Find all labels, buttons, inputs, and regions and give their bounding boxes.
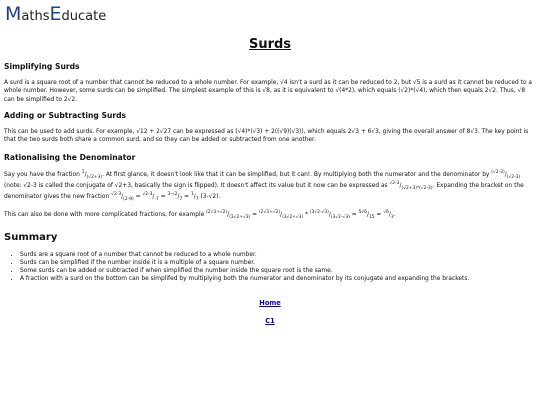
- fraction-denominator: 7: [195, 197, 199, 203]
- equals-sign: =: [182, 194, 191, 200]
- fraction-numerator: 1: [190, 192, 194, 198]
- fraction-denominator: (3√2+√3): [229, 215, 251, 221]
- home-link[interactable]: Home: [259, 299, 281, 307]
- fraction-numerator: (2√3+√2): [206, 210, 228, 216]
- logo[interactable]: [5, 4, 106, 27]
- equals-sign: =: [133, 194, 143, 200]
- fraction-denominator: (√2+3): [86, 175, 103, 181]
- text-segment: . Expanding the bracket on the denominator gives the new fraction: [4, 183, 524, 200]
- list-item: • Some surds can be added or subtracted if when simplified the number inside the square root is the same.: [20, 267, 540, 275]
- equals-sign: =: [250, 212, 259, 218]
- text-segment: (note: √2-3 is called the conjugate of √2+3, basically the sign is flipped). It doesn't affect its value but it now can be expressed as: [4, 183, 390, 189]
- text-segment: (3-√2).: [198, 194, 221, 200]
- list-item: • Surds can be simplified if the number inside it is a multiple of a square number.: [20, 259, 540, 267]
- fraction-denominator: 7: [179, 197, 183, 203]
- heading-simplifying-surds: Simplifying Surds: [4, 62, 80, 71]
- text-segment: .: [393, 212, 396, 218]
- fraction-denominator: (2-9): [123, 197, 134, 203]
- logo-letter-m: M: [5, 3, 22, 25]
- fraction-numerator: √2-3: [111, 192, 122, 198]
- list-item: • A fraction with a surd on the bottom can be simplifed by multiplying both the numerator and denominator by its conjugate and expanding the brackets.: [20, 275, 540, 283]
- fraction-denominator: -7: [154, 197, 159, 203]
- fraction-denominator: (3√2-√3): [330, 215, 350, 221]
- heading-summary: Summary: [4, 232, 58, 243]
- fraction-numerator: 1: [81, 170, 85, 176]
- summary-list: [4, 251, 540, 283]
- page-title: Surds: [248, 37, 292, 52]
- text-segment: Say you have the fraction: [4, 172, 82, 178]
- fraction-numerator: √2-3: [142, 192, 153, 198]
- logo-letter-e: E: [49, 3, 62, 25]
- multiply-sign: *: [303, 212, 310, 218]
- logo-text-aths: aths: [21, 9, 50, 24]
- fraction-denominator: (√2-3): [506, 175, 521, 181]
- fraction-denominator: (√2+3)*(√2-3): [401, 186, 433, 192]
- logo-text-ducate: ducate: [61, 9, 107, 24]
- paragraph-rationalising-2: This can also be done with more complicated fractions, for example $^{(2√3+√2)}/_{(3√2+√3)} = ^{(2√3+√2)}/_{(3√2+√3)} * ^{(3√2-√3)}/_{(3√2-√3)} = ^{5√6}/_{15} = ^{√6}/_3$.: [4, 210, 396, 221]
- text-segment: This can also be done with more complicated fractions, for example: [4, 212, 207, 218]
- c1-link-container: [0, 317, 540, 325]
- heading-rationalising: Rationalising the Denominator: [4, 153, 136, 162]
- fraction-denominator: 3: [390, 215, 394, 221]
- fraction-numerator: √2-3: [389, 181, 400, 187]
- fraction-numerator: (√2-3): [491, 170, 505, 176]
- heading-adding-subtracting: Adding or Subtracting Surds: [4, 111, 127, 120]
- fraction-numerator: (3√2-√3): [309, 210, 329, 216]
- fraction-denominator: 15: [368, 215, 375, 221]
- c1-link[interactable]: C1: [265, 317, 275, 325]
- text-segment: . At first glance, it doesn't look like that it can be simplified, but it can!. By multiplying both the numerator and the denominator by: [102, 172, 492, 178]
- equals-sign: =: [349, 212, 359, 218]
- fraction-numerator: √6: [383, 210, 389, 216]
- home-link-container: [0, 299, 540, 307]
- fraction-numerator: 5√6: [358, 210, 367, 216]
- paragraph-rationalising-1: Say you have the fraction $^1/_{(√2+3)}$. At first glance, it doesn't look like that it can be simplified, but it can!. By multiplying both the numerator and the denominator by $^{(√2-3)}/_{(√2-3)}$ (note: √2-3 is called the conjugate of √2+3, basically the sign is flipped). It doesn't affect its value but it now can be expressed as $^{√2-3}/_{(√2+3)*(√2-3)}$. Expanding the bracket on the denominator gives the new fraction $^{√2-3}/_{(2-9)} = ^{√2-3}/_{-7} = ^{3-√2}/_7 = ^1/_7$ (3-√2).: [4, 170, 524, 203]
- paragraph-adding-subtracting: This can be used to add surds. For example, √12 + 2√27 can be expressed as (√4)*(√3) + 2((√9)(√3)), which equals 2√3 + 6√3, giving the overall answer of 8√3. The key point is that the two surds both share a common surd, and so they can be added or subtracted from one another.: [4, 129, 529, 144]
- equals-sign: =: [374, 212, 384, 218]
- equals-sign: =: [158, 194, 168, 200]
- fraction-numerator: 3-√2: [167, 192, 178, 198]
- fraction-numerator: (2√3+√2): [258, 210, 281, 216]
- list-item: • Surds are a square root of a number that cannot be reduced to a whole number.: [20, 251, 540, 259]
- fraction-denominator: (3√2+√3): [282, 215, 304, 221]
- paragraph-simplifying-surds: A surd is a square root of a number that cannot be reduced to a whole number. For example, √4 isn't a surd as it can be reduced to 2, but √5 is a surd as it cannot be reduced to a whole number. However, some surds can be simplified. The simplest example of this is √8, as it is equivalent to √(4*2), which equals (√2)*(√4), which then equals 2√2. Thus, √8 can be simplified to 2√2.: [4, 80, 532, 103]
